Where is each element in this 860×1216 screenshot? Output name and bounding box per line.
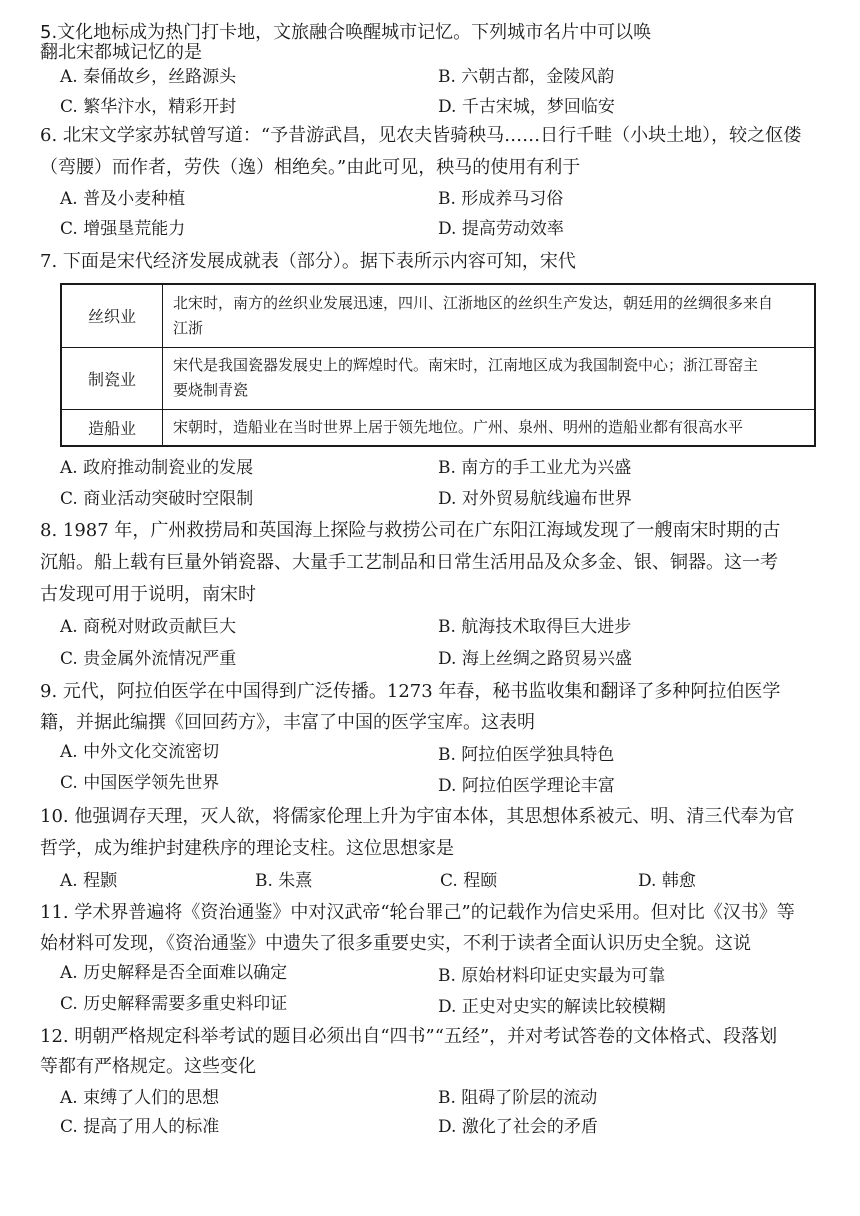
question-12-option-d[interactable]: D. 激化了社会的矛盾 [438, 1117, 598, 1137]
question-5-option-c[interactable]: C. 繁华汴水，精彩开封 [60, 97, 237, 117]
question-6-option-c[interactable]: C. 增强垦荒能力 [60, 219, 186, 239]
question-8-option-b[interactable]: B. 航海技术取得巨大进步 [438, 617, 632, 637]
question-6-stem-line-2: （弯腰）而作者，劳佚（逸）相绝矣。”由此可见，秧马的使用有利于 [40, 157, 581, 178]
question-12-option-c[interactable]: C. 提高了用人的标准 [60, 1117, 220, 1137]
question-7-stem: 7. 下面是宋代经济发展成就表（部分）。据下表所示内容可知，宋代 [40, 251, 576, 272]
question-8-stem-line-3: 古发现可用于说明，南宋时 [40, 584, 256, 605]
question-7-option-b[interactable]: B. 南方的手工业尤为兴盛 [438, 458, 632, 478]
industry-cell: 丝织业 [61, 284, 163, 347]
question-5-stem-line-2: 翻北宋都城记忆的是 [40, 42, 202, 63]
description-line: 宋代是我国瓷器发展史上的辉煌时代。南宋时，江南地区成为我国制瓷中心；浙江哥窑主 [173, 356, 759, 375]
question-10-option-c[interactable]: C. 程颐 [440, 871, 498, 891]
question-11-option-d[interactable]: D. 正史对史实的解读比较模糊 [438, 997, 666, 1017]
question-9-option-b[interactable]: B. 阿拉伯医学独具特色 [438, 745, 615, 765]
industry-cell: 造船业 [61, 409, 163, 446]
question-8-stem-line-2: 沉船。船上载有巨量外销瓷器、大量手工艺制品和日常生活用品及众多金、银、铜器。这一考 [40, 552, 778, 573]
question-12-option-b[interactable]: B. 阻碍了阶层的流动 [438, 1088, 598, 1108]
question-5-option-a[interactable]: A. 秦俑故乡，丝路源头 [60, 67, 237, 87]
question-11-option-c[interactable]: C. 历史解释需要多重史料印证 [60, 994, 288, 1014]
question-7-option-c[interactable]: C. 商业活动突破时空限制 [60, 489, 254, 509]
question-6-option-a[interactable]: A. 普及小麦种植 [60, 189, 186, 209]
question-11-stem-line-2: 始材料可发现，《资治通鉴》中遗失了很多重要史实，不利于读者全面认识历史全貌。这说 [40, 933, 751, 954]
question-5-option-b[interactable]: B. 六朝古都，金陵风韵 [438, 67, 615, 87]
description-line: 要烧制青瓷 [173, 381, 249, 400]
economy-achievements-table [60, 283, 816, 447]
question-9-stem-line-1: 9. 元代，阿拉伯医学在中国得到广泛传播。1273 年春，秘书监收集和翻译了多种阿拉伯医学 [40, 681, 781, 702]
question-7-option-d[interactable]: D. 对外贸易航线遍布世界 [438, 489, 632, 509]
question-11-option-b[interactable]: B. 原始材料印证史实最为可靠 [438, 966, 666, 986]
question-8-option-a[interactable]: A. 商税对财政贡献巨大 [60, 617, 237, 637]
table-row [61, 347, 815, 409]
question-7-option-a[interactable]: A. 政府推动制瓷业的发展 [60, 458, 254, 478]
description-cell [163, 347, 816, 409]
question-11-option-a[interactable]: A. 历史解释是否全面难以确定 [60, 963, 288, 983]
question-11-stem-line-1: 11. 学术界普遍将《资治通鉴》中对汉武帝“轮台罪己”的记载作为信史采用。但对比《汉书》等 [40, 902, 795, 923]
question-8-option-d[interactable]: D. 海上丝绸之路贸易兴盛 [438, 649, 632, 669]
question-10-stem-line-1: 10. 他强调存天理，灭人欲，将儒家伦理上升为宇宙本体，其思想体系被元、明、清三代奉为官 [40, 806, 795, 827]
question-8-option-c[interactable]: C. 贵金属外流情况严重 [60, 649, 237, 669]
question-9-option-c[interactable]: C. 中国医学领先世界 [60, 773, 220, 793]
table-row [61, 284, 815, 347]
question-5-option-d[interactable]: D. 千古宋城，梦回临安 [438, 97, 615, 117]
question-12-stem-line-2: 等都有严格规定。这些变化 [40, 1056, 256, 1077]
description-line: 江浙 [173, 318, 204, 337]
question-9-option-a[interactable]: A. 中外文化交流密切 [60, 742, 220, 762]
question-6-stem-line-1: 6. 北宋文学家苏轼曾写道：“予昔游武昌，见农夫皆骑秧马……日行千畦（小块土地），较之伛偻 [40, 125, 802, 146]
question-10-option-d[interactable]: D. 韩愈 [638, 871, 696, 891]
question-12-option-a[interactable]: A. 束缚了人们的思想 [60, 1088, 220, 1108]
question-6-option-d[interactable]: D. 提高劳动效率 [438, 219, 564, 239]
question-10-option-a[interactable]: A. 程颢 [60, 871, 118, 891]
question-5-stem-line-1: 5.文化地标成为热门打卡地，文旅融合唤醒城市记忆。下列城市名片中可以唤 [40, 22, 652, 43]
question-6-option-b[interactable]: B. 形成养马习俗 [438, 189, 564, 209]
question-10-stem-line-2: 哲学，成为维护封建秩序的理论支柱。这位思想家是 [40, 838, 454, 859]
question-9-stem-line-2: 籍，并据此编撰《回回药方》，丰富了中国的医学宝库。这表明 [40, 712, 535, 733]
table-row [61, 409, 815, 446]
question-10-option-b[interactable]: B. 朱熹 [255, 871, 313, 891]
description-cell [163, 284, 816, 347]
question-8-stem-line-1: 8. 1987 年，广州救捞局和英国海上探险与救捞公司在广东阳江海域发现了一艘南宋时期的古 [40, 520, 781, 541]
question-9-option-d[interactable]: D. 阿拉伯医学理论丰富 [438, 776, 615, 796]
description-cell [163, 409, 816, 446]
description-line: 宋朝时，造船业在当时世界上居于领先地位。广州、泉州、明州的造船业都有很高水平 [173, 417, 744, 436]
question-12-stem-line-1: 12. 明朝严格规定科举考试的题目必须出自“四书”“五经”，并对考试答卷的文体格式、段落划 [40, 1026, 778, 1047]
description-line: 北宋时，南方的丝织业发展迅速，四川、江浙地区的丝织生产发达，朝廷用的丝绸很多来自 [173, 293, 774, 312]
industry-cell: 制瓷业 [61, 347, 163, 409]
